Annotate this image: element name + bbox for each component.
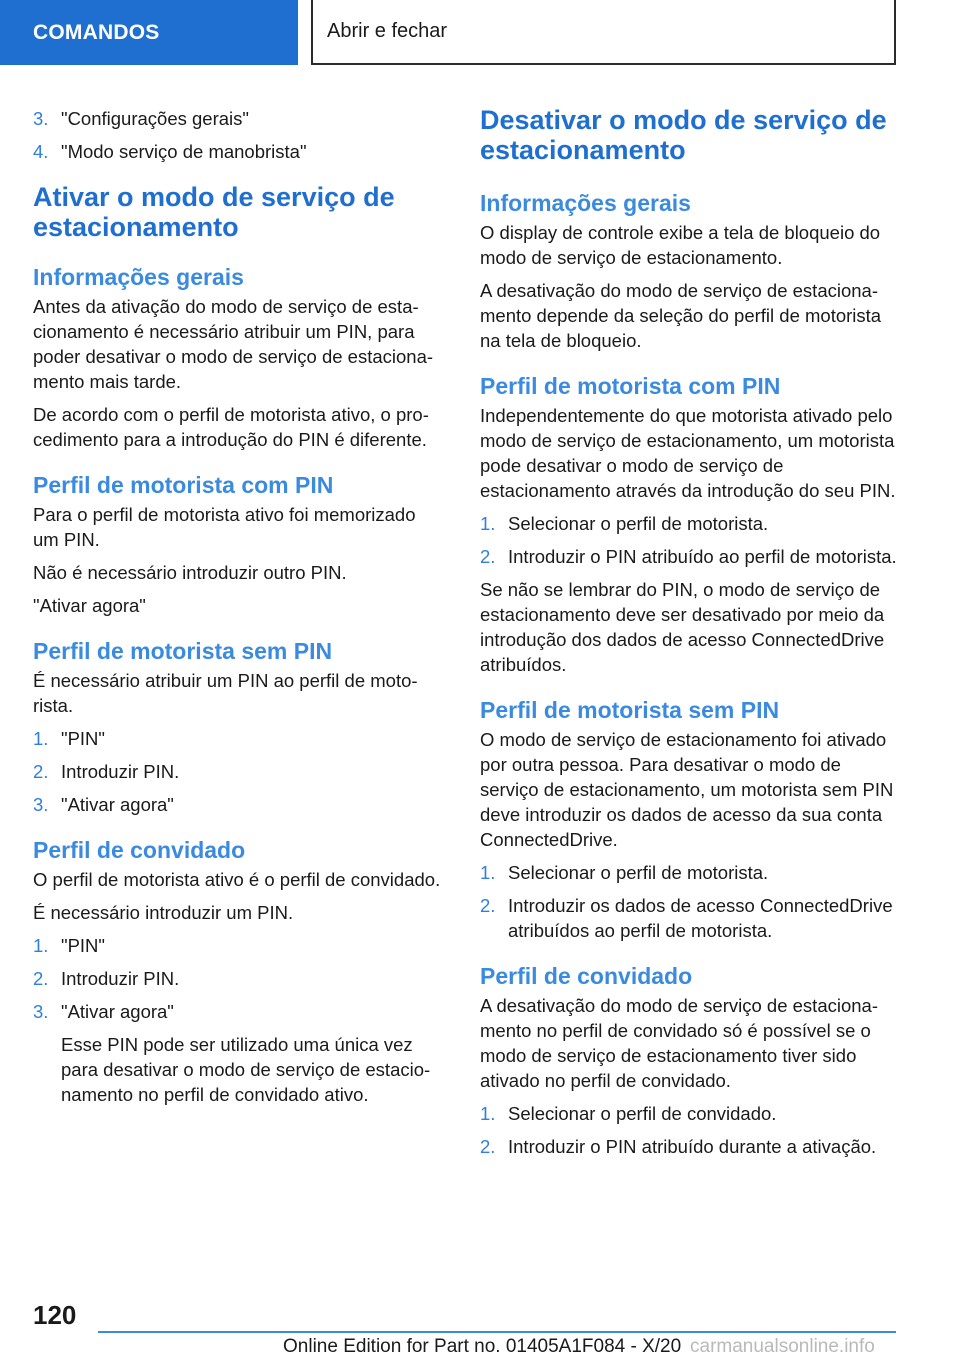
step-number: 2. bbox=[33, 761, 49, 782]
chapter-tab bbox=[311, 0, 896, 65]
paragraph: Para o perfil de motorista ativo foi memorizado um PIN. bbox=[33, 504, 416, 550]
edition-note: Online Edition for Part no. 01405A1F084 - X/20 bbox=[283, 1336, 682, 1357]
paragraph: Independentemente do que motorista ativado pelo modo de serviço de estacionamento, um motorista pode desativar o modo de serviço de estacionamento através da introdução do seu PIN. bbox=[480, 405, 896, 501]
step-number: 1. bbox=[480, 513, 496, 534]
list-item bbox=[480, 860, 900, 885]
left-column bbox=[33, 98, 443, 1107]
step-number: 1. bbox=[480, 862, 496, 883]
subheading: Perfil de motorista sem PIN bbox=[33, 638, 333, 664]
list-item bbox=[33, 106, 443, 131]
subheading: Perfil de motorista sem PIN bbox=[480, 697, 780, 723]
list-item bbox=[33, 933, 443, 958]
step-text: Selecionar o perfil de motorista. bbox=[508, 862, 769, 883]
list-item bbox=[480, 1134, 900, 1159]
step-number: 1. bbox=[33, 728, 49, 749]
step-note: Esse PIN pode ser utilizado uma única vez para desativar o modo de serviço de estacionamento no perfil de convidado ativo. bbox=[61, 1034, 431, 1105]
list-item bbox=[33, 759, 443, 784]
paragraph: Antes da ativação do modo de serviço de estacionamento é necessário atribuir um PIN, para poder desativar o modo de serviço de estacionamento mais tarde. bbox=[33, 296, 434, 392]
step-text: Introduzir PIN. bbox=[61, 761, 180, 782]
list-item bbox=[480, 544, 900, 569]
step-text: "Modo serviço de manobrista" bbox=[61, 141, 307, 162]
paragraph: O display de controle exibe a tela de bloqueio do modo de serviço de estacionamento. bbox=[480, 222, 881, 268]
list-item bbox=[33, 726, 443, 751]
paragraph: Não é necessário introduzir outro PIN. bbox=[33, 562, 347, 583]
paragraph: A desativação do modo de serviço de estacionamento no perfil de convidado só é possível se o modo de serviço de estacionamento tiver sido ativado no perfil de convidado. bbox=[480, 995, 879, 1091]
paragraph: Se não se lembrar do PIN, o modo de serviço de estacionamento deve ser desativado por meio da introdução dos dados de acesso ConnectedDrive atribuídos. bbox=[480, 579, 885, 675]
footer-divider bbox=[98, 1331, 896, 1333]
right-column bbox=[480, 98, 900, 1159]
subheading: Perfil de motorista com PIN bbox=[480, 373, 781, 399]
step-number: 2. bbox=[480, 1136, 496, 1157]
step-text: Selecionar o perfil de convidado. bbox=[508, 1103, 777, 1124]
section-title: COMANDOS bbox=[33, 20, 160, 44]
step-text: Introduzir o PIN atribuído durante a ativação. bbox=[508, 1136, 877, 1157]
paragraph: É necessário introduzir um PIN. bbox=[33, 902, 294, 923]
step-number: 3. bbox=[33, 794, 49, 815]
paragraph: O perfil de motorista ativo é o perfil de convidado. bbox=[33, 869, 441, 890]
paragraph: O modo de serviço de estacionamento foi ativado por outra pessoa. Para desativar o modo de serviço de estacionamento, um motorista sem PIN deve introduzir os dados de acesso da sua conta ConnectedDrive. bbox=[480, 729, 894, 850]
list-item bbox=[33, 792, 443, 817]
subheading: Perfil de convidado bbox=[33, 837, 246, 863]
step-text: "PIN" bbox=[61, 728, 105, 749]
paragraph: A desativação do modo de serviço de estacionamento depende da seleção do perfil de motorista na tela de bloqueio. bbox=[480, 280, 882, 351]
step-number: 1. bbox=[33, 935, 49, 956]
list-item bbox=[480, 511, 900, 536]
list-item bbox=[33, 966, 443, 991]
subheading: Perfil de convidado bbox=[480, 963, 693, 989]
paragraph: "Ativar agora" bbox=[33, 595, 146, 616]
page-number: 120 bbox=[33, 1300, 77, 1330]
step-text: Introduzir o PIN atribuído ao perfil de motorista. bbox=[508, 546, 897, 567]
section-tab bbox=[0, 0, 298, 65]
step-text: "Configurações gerais" bbox=[61, 108, 249, 129]
step-number: 1. bbox=[480, 1103, 496, 1124]
subheading: Perfil de motorista com PIN bbox=[33, 472, 334, 498]
paragraph: De acordo com o perfil de motorista ativo, o procedimento para a introdução do PIN é diferente. bbox=[33, 404, 429, 450]
paragraph: É necessário atribuir um PIN ao perfil de motorista. bbox=[33, 670, 418, 716]
step-text: "Ativar agora" bbox=[61, 1001, 174, 1022]
step-number: 2. bbox=[480, 546, 496, 567]
subheading: Informações gerais bbox=[33, 264, 244, 290]
list-item bbox=[33, 139, 443, 164]
step-text: Introduzir os dados de acesso ConnectedDrive atribuídos ao perfil de motorista. bbox=[508, 895, 893, 941]
list-item bbox=[33, 999, 443, 1024]
step-number: 3. bbox=[33, 1001, 49, 1022]
section-heading: Desativar o modo de serviço de estacionamento bbox=[480, 105, 887, 165]
step-number: 3. bbox=[33, 108, 49, 129]
section-heading: Ativar o modo de serviço de estacionamento bbox=[33, 182, 395, 242]
step-text: "Ativar agora" bbox=[61, 794, 174, 815]
step-text: "PIN" bbox=[61, 935, 105, 956]
step-text: Selecionar o perfil de motorista. bbox=[508, 513, 769, 534]
chapter-title: Abrir e fechar bbox=[327, 20, 448, 42]
step-number: 2. bbox=[480, 895, 496, 916]
watermark: carmanualsonline.info bbox=[690, 1336, 875, 1357]
step-text: Introduzir PIN. bbox=[61, 968, 180, 989]
list-item bbox=[480, 1101, 900, 1126]
subheading: Informações gerais bbox=[480, 190, 691, 216]
list-item bbox=[480, 893, 900, 943]
step-number: 2. bbox=[33, 968, 49, 989]
step-number: 4. bbox=[33, 141, 49, 162]
